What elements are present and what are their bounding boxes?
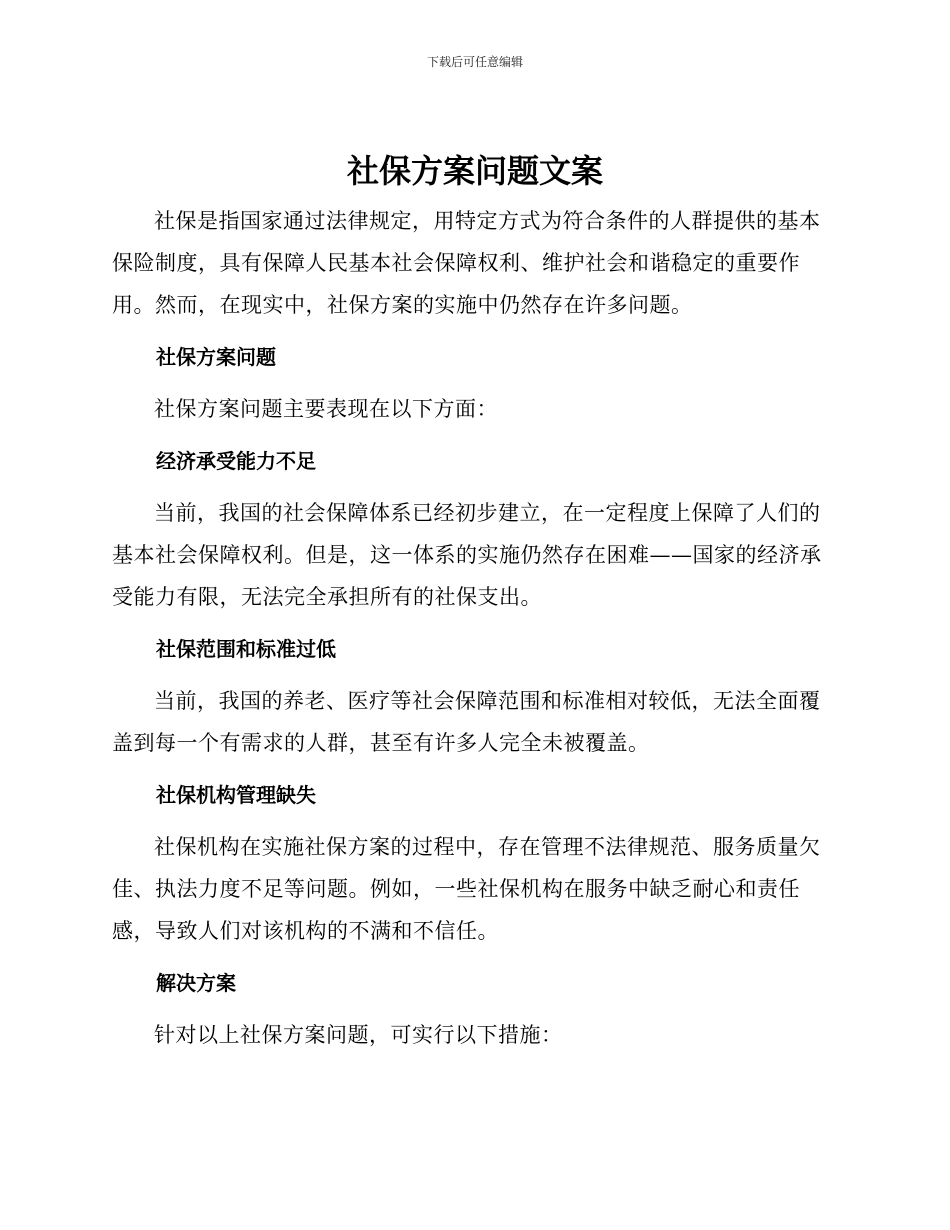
section-heading-agency-management: 社保机构管理缺失 — [156, 783, 316, 807]
section-heading-solutions: 解决方案 — [156, 971, 236, 995]
header-note: 下载后可任意编辑 — [426, 55, 523, 69]
section-heading-economic-capacity: 经济承受能力不足 — [156, 449, 316, 473]
section-heading-coverage-standards: 社保范围和标准过低 — [156, 637, 336, 661]
section-body-agency-management: 社保机构在实施社保方案的过程中，存在管理不法律规范、服务质量欠佳、执法力度不足等问题。例如，一些社保机构在服务中缺乏耐心和责任感，导致人们对该机构的不满和不信任。 — [112, 835, 821, 943]
document-title: 社保方案问题文案 — [346, 152, 603, 190]
document-body — [112, 200, 832, 1056]
intro-paragraph: 社保是指国家通过法律规定，用特定方式为符合条件的人群提供的基本保险制度，具有保障人民基本社会保障权利、维护社会和谐稳定的重要作用。然而，在现实中，社保方案的实施中仍然存在许多问题。 — [112, 209, 821, 317]
section-body-economic-capacity: 当前，我国的社会保障体系已经初步建立，在一定程度上保障了人们的基本社会保障权利。但是，这一体系的实施仍然存在困难——国家的经济承受能力有限，无法完全承担所有的社保支出。 — [112, 501, 822, 609]
section-body-solutions: 针对以上社保方案问题，可实行以下措施： — [154, 1023, 563, 1047]
section-heading-problems: 社保方案问题 — [156, 345, 276, 369]
section-body-coverage-standards: 当前，我国的养老、医疗等社会保障范围和标准相对较低，无法全面覆盖到每一个有需求的人群，甚至有许多人完全未被覆盖。 — [112, 689, 821, 755]
section-body-problems: 社保方案问题主要表现在以下方面： — [154, 397, 498, 421]
